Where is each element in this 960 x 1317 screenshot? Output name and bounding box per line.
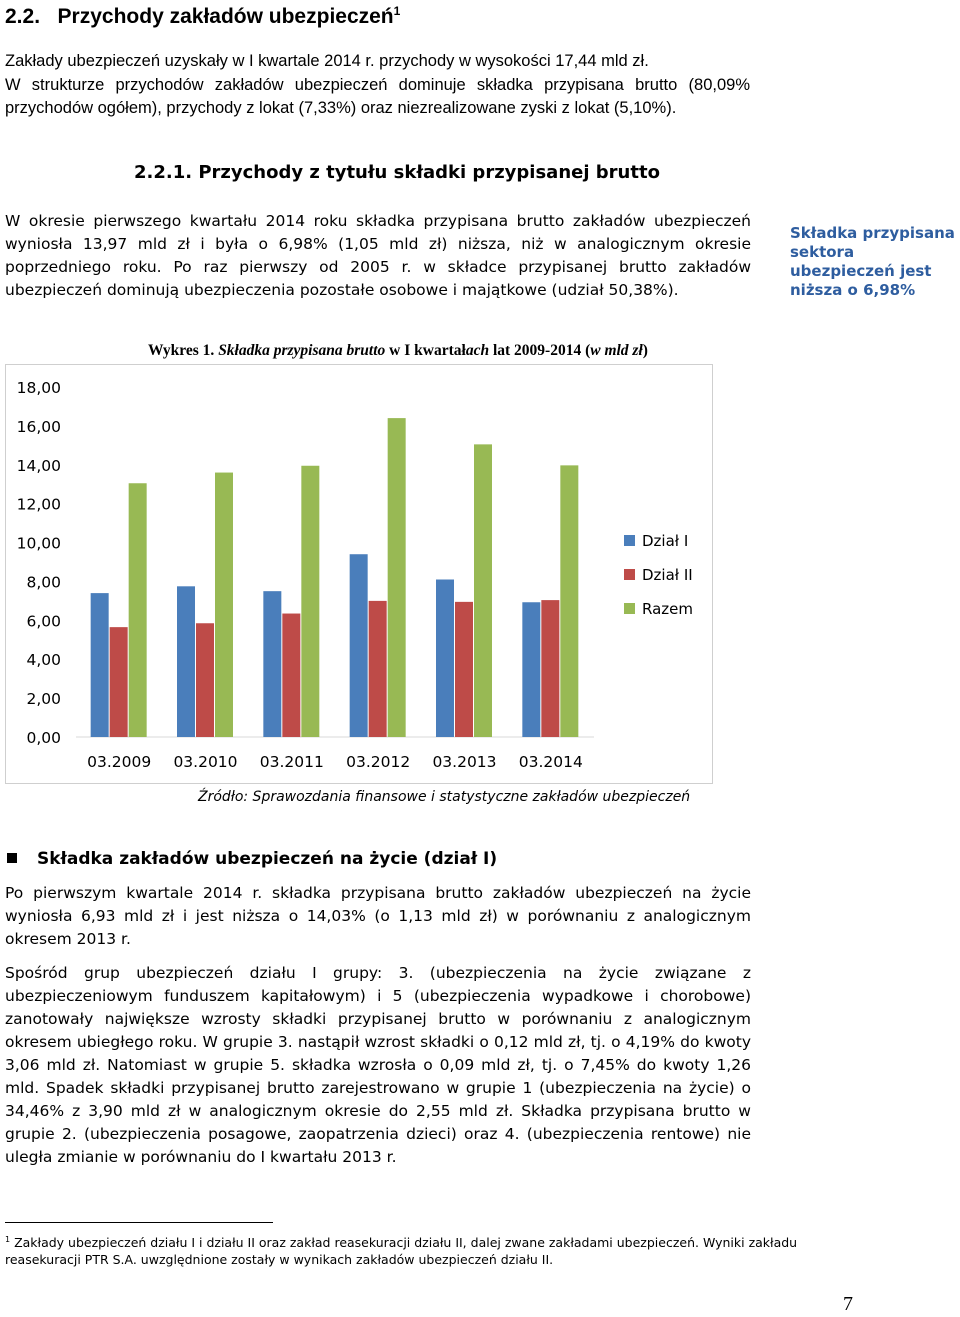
caption-suffix: ) [642,342,648,359]
caption-mid-2: lat 2009-2014 ( [492,342,591,359]
bar-dział-i [436,580,454,738]
x-tick-label: 03.2013 [432,753,497,771]
legend-swatch [624,603,635,614]
footnote-text: Zakłady ubezpieczeń działu I i działu II oraz zakład reasekuracji działu II, dalej zwane zakładami ubezpieczeń. Wyniki zakładu reasekuracji PTR S.A. uwzględnione zostały w wynikach zakładów ubezpieczeń działu II. [5,1235,798,1268]
bar-chart [6,365,712,783]
y-tick-label: 14,00 [16,456,61,475]
bar-dział-ii [110,627,128,737]
chart-caption [148,342,648,360]
bar-razem [215,473,233,737]
bar-dział-ii [541,600,559,737]
y-tick-label: 4,00 [26,651,61,670]
legend-label: Dział II [642,566,693,584]
y-tick-label: 6,00 [26,612,61,631]
y-tick-label: 12,00 [16,495,61,514]
y-tick-label: 16,00 [16,417,61,436]
intro-paragraph [5,50,750,121]
heading-number: 2.2. [5,5,41,28]
bar-dział-i [522,602,540,737]
premium-paragraph: W okresie pierwszego kwartału 2014 roku składka przypisana brutto zakładów ubezpieczeń wyniosła 13,97 mld zł i była o 6,98% (1,05 mld zł) niższa, niż w analogicznym okresie poprzedniego roku. Po raz pierwszy od 2005 r. w składce przypisanej brutto zakładów ubezpieczeń dominują ubezpieczenia pozostałe osobowe i majątkowe (udział 50,38%). [5,212,751,299]
bar-razem [474,444,492,737]
intro-line-2: W strukturze przychodów zakładów ubezpieczeń dominuje składka przypisana brutto (80,09% przychodów ogółem), przychody z lokat (7,33%) oraz niezrealizowane zyski z lokat (5,10%). [5,75,750,117]
caption-mid: w I kwartał [389,342,466,359]
y-tick-label: 18,00 [16,379,61,397]
bar-razem [301,466,319,737]
x-tick-label: 03.2009 [87,753,152,771]
section-heading [5,4,400,29]
bar-dział-ii [282,614,300,737]
intro-line-1: Zakłady ubezpieczeń uzyskały w I kwartale 2014 r. przychody w wysokości 17,44 mld zł. [5,52,649,70]
bar-razem [129,483,147,737]
chart-frame [5,364,713,784]
legend-swatch [624,569,635,580]
life-insurance-heading: Składka zakładów ubezpieczeń na życie (dział I) [37,849,498,869]
chart-source: Źródło: Sprawozdania finansowe i statystyczne zakładów ubezpieczeń [198,789,691,805]
y-tick-label: 2,00 [26,690,61,709]
x-tick-label: 03.2014 [518,753,583,771]
y-tick-label: 10,00 [16,534,61,553]
footnote [5,1231,805,1268]
bar-dział-i [91,593,109,737]
bar-razem [388,418,406,737]
footnote-ref: 1 [393,4,401,18]
bar-dział-i [350,554,368,737]
legend-label: Razem [642,600,693,618]
bar-dział-ii [369,601,387,737]
legend-label: Dział I [642,532,689,550]
groups-paragraph: Spośród grup ubezpieczeń działu I grupy: 3. (ubezpieczenia na życie związane z ubezpieczeniowym funduszem kapitałowym) i 5 (ubezpieczenia wypadkowe i chorobowe) zanotowały największe wzrosty składki przypisanej brutto w porównaniu z analogicznym okresem ubiegłego roku. W grupie 3. nastąpił wzrost składki o 0,12 mld zł, tj. o 4,19% do kwoty 3,06 mld zł. Natomiast w grupie 5. składka wzrosła o 0,09 mld zł, tj. o 7,45% do kwoty 1,26 mld. Spadek składki przypisanej brutto zarejestrowano w grupie 1 (ubezpieczenia na życie) o 34,46% z 3,90 mld zł w analogicznym okresie do 2,55 mld zł. Składka przypisana brutto w grupie 2. (ubezpieczenia posagowe, zaopatrzenia dzieci) oraz 4. (ubezpieczenia rentowe) nie uległa zmianie w porównaniu do I kwartału 2013 r. [5,964,751,1166]
subsection-heading: 2.2.1. Przychody z tytułu składki przypisanej brutto [134,162,660,183]
margin-note: Składka przypisana sektora ubezpieczeń jest niższa o 6,98% [790,224,955,299]
footnote-number: 1 [5,1235,11,1244]
life-paragraph: Po pierwszym kwartale 2014 r. składka przypisana brutto zakładów ubezpieczeń na życie wyniosła 6,93 mld zł i jest niższa o 14,03% (o 1,13 mld zł) w porównaniu z analogicznym okresem 2013 r. [5,884,751,948]
bar-dział-ii [455,602,473,737]
x-tick-label: 03.2011 [259,753,324,771]
y-tick-label: 8,00 [26,573,61,592]
page-number: 7 [843,1293,853,1315]
x-tick-label: 03.2010 [173,753,238,771]
caption-italic-2: ach [465,342,490,359]
y-tick-label: 0,00 [26,729,61,747]
bar-razem [560,465,578,737]
bullet-square-icon [7,853,17,863]
caption-prefix: Wykres 1. [148,342,215,359]
legend-swatch [624,535,635,546]
bar-dział-ii [196,623,214,737]
x-tick-label: 03.2012 [346,753,411,771]
caption-italic-3: w mld zł [590,342,643,359]
caption-italic-1: Składka przypisana brutto [218,342,386,359]
bar-dział-i [177,586,195,737]
bar-dział-i [263,591,281,737]
heading-title: Przychody zakładów ubezpieczeń [57,5,394,28]
footnote-divider [5,1222,273,1223]
